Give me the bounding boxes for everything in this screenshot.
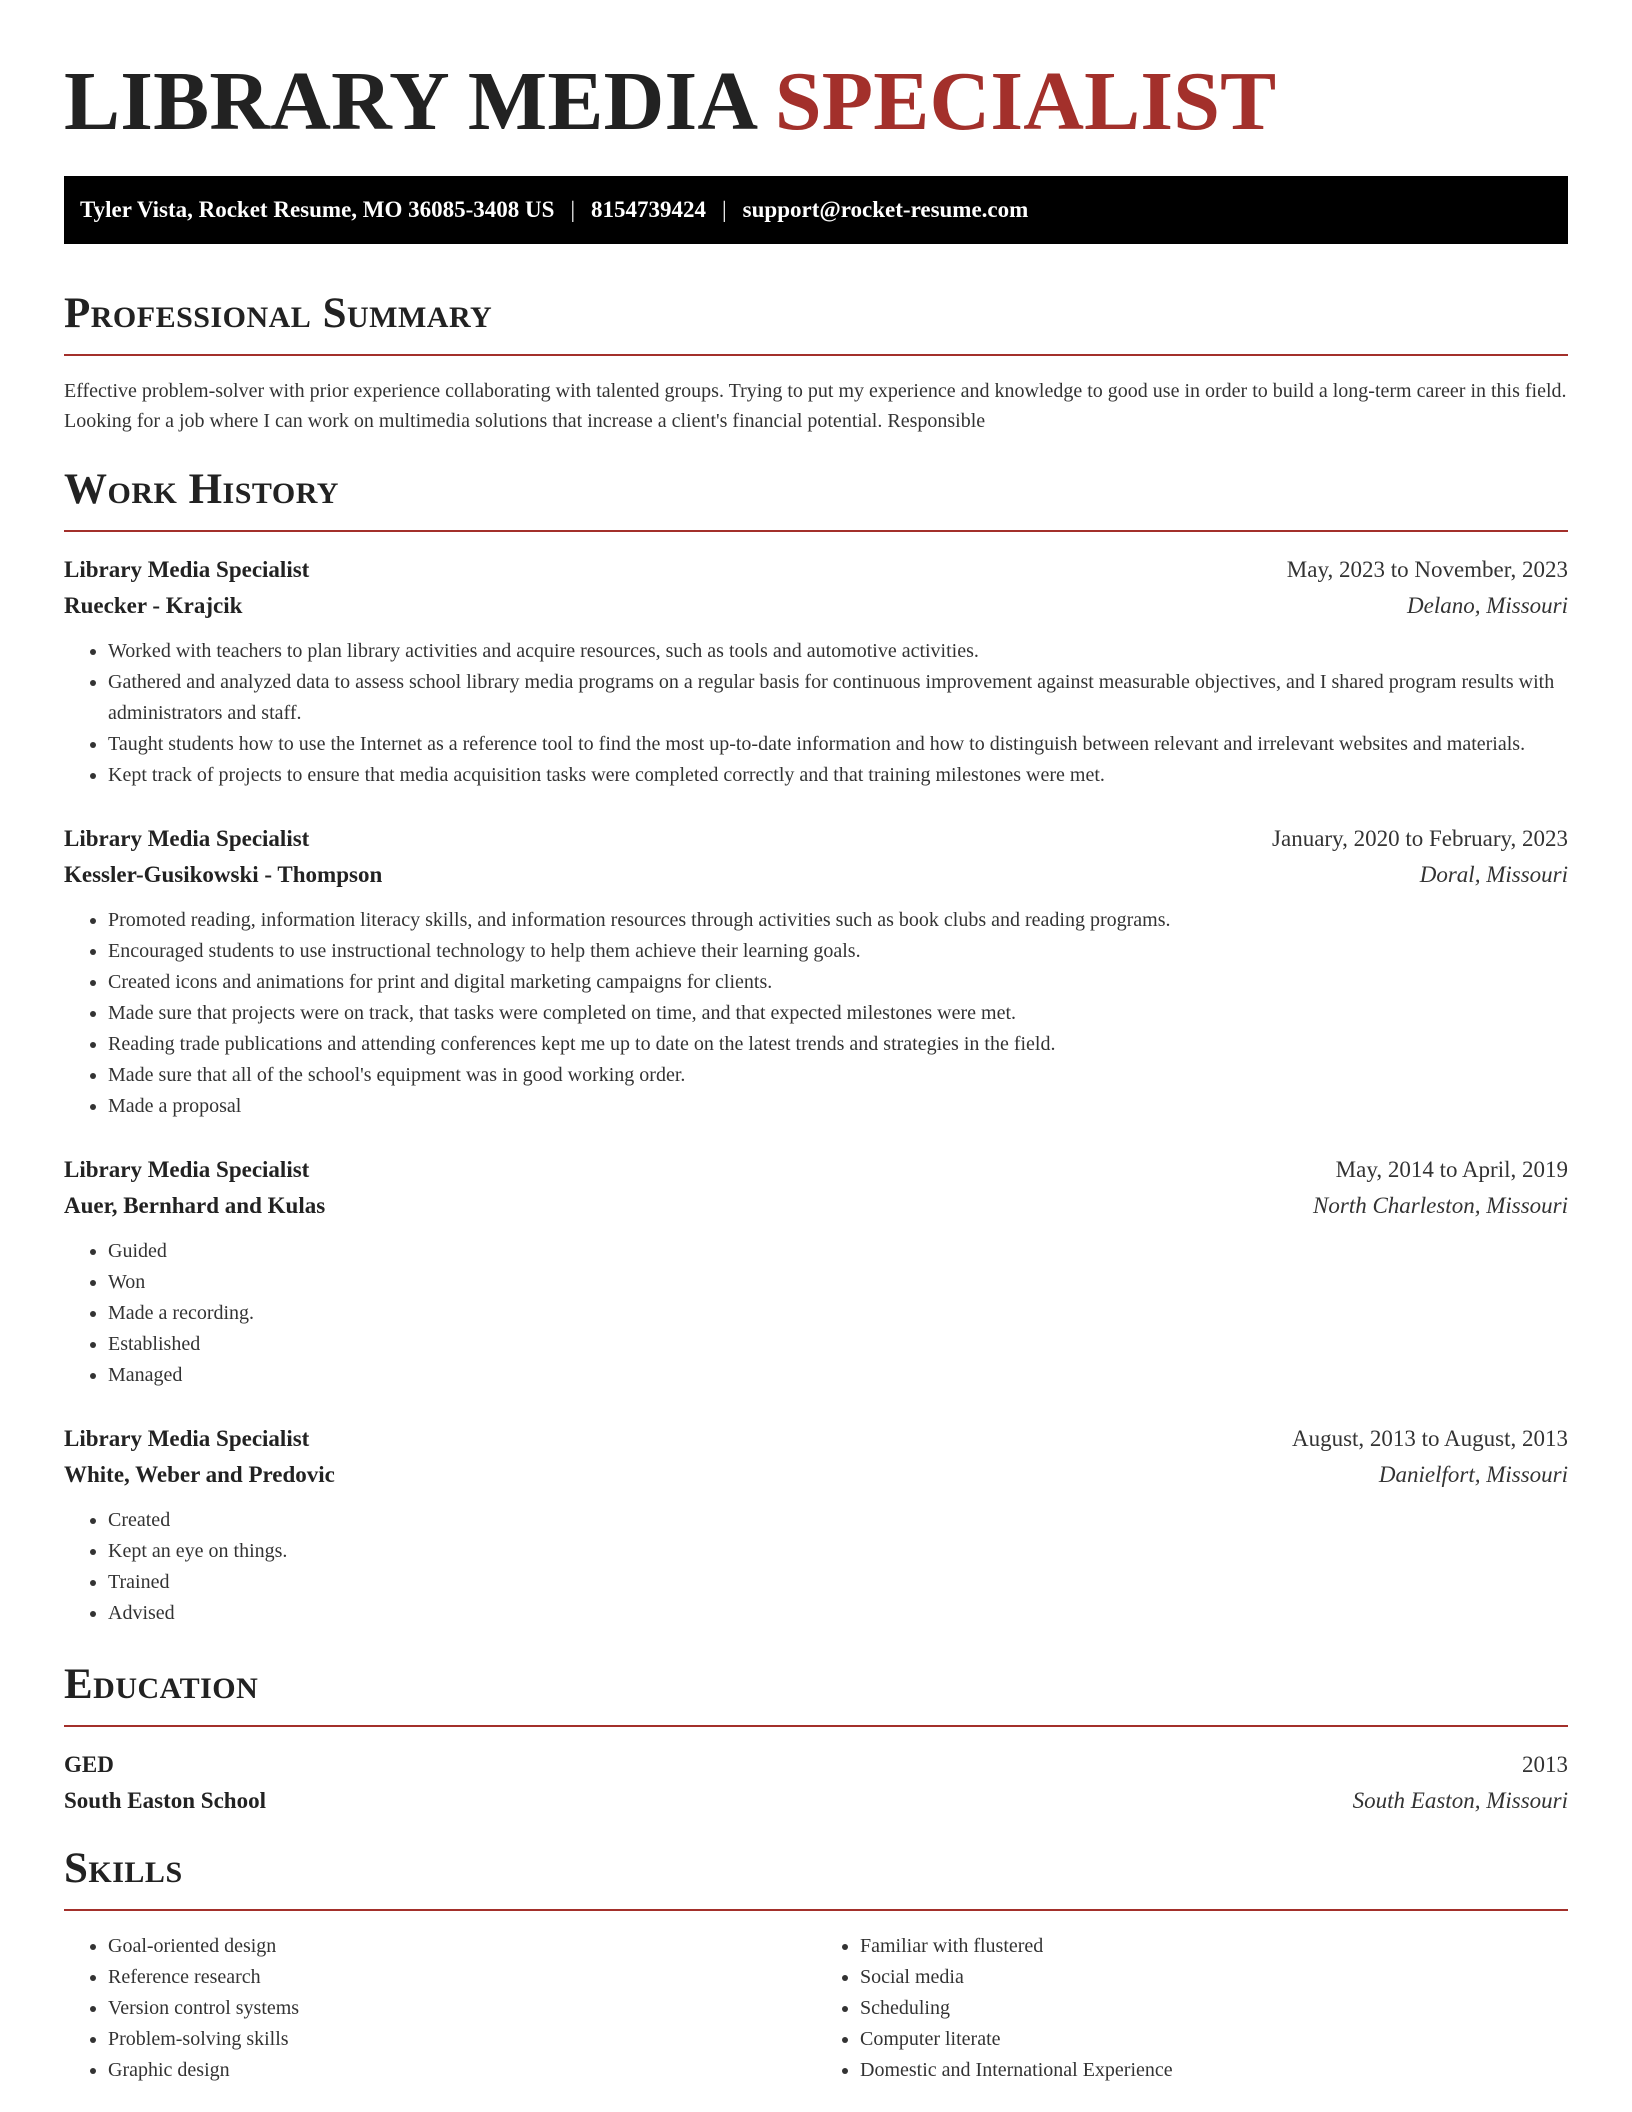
list-item: • Guided (108, 1236, 1568, 1267)
education-section (64, 1659, 1568, 1819)
education-degree: GED (64, 1752, 114, 1777)
section-divider (64, 354, 1568, 356)
job-entry (64, 1152, 1568, 1391)
list-item: • Familiar with flustered (860, 1931, 1568, 1962)
job-title: Library Media Specialist (64, 557, 310, 582)
skills-heading: Skills (64, 1845, 183, 1892)
contact-bar (64, 176, 1568, 244)
skills-column-right (816, 1931, 1568, 2086)
list-item: • Problem-solving skills (108, 2024, 816, 2055)
list-item: • Encouraged students to use instructional technology to help them achieve their learning goals. (108, 936, 1568, 967)
education-year: 2013 (1522, 1752, 1568, 1777)
job-dates: May, 2014 to April, 2019 (1335, 1157, 1568, 1182)
job-company: Ruecker - Krajcik (64, 593, 243, 618)
job-location: Danielfort, Missouri (1378, 1462, 1568, 1487)
job-dates: August, 2013 to August, 2013 (1291, 1426, 1568, 1451)
list-item: • Gathered and analyzed data to assess school library media programs on a regular basis for continuous improvement against measurable objectives, and I shared program results with administrators and staff. (108, 667, 1568, 729)
list-item: • Kept track of projects to ensure that media acquisition tasks were completed correctly and that training milestones were met. (108, 760, 1568, 791)
job-duties (64, 1505, 1568, 1629)
list-item: • Domestic and International Experience (860, 2055, 1568, 2086)
job-location: Doral, Missouri (1419, 862, 1568, 887)
job-duties (64, 1236, 1568, 1391)
education-heading: Education (64, 1661, 259, 1708)
title-main: LIBRARY MEDIA (64, 55, 754, 148)
job-company: White, Weber and Predovic (64, 1462, 335, 1487)
section-divider (64, 1909, 1568, 1911)
skills-list (64, 1931, 816, 2086)
list-item: • Created (108, 1505, 1568, 1536)
list-item: • Made a recording. (108, 1298, 1568, 1329)
list-item: • Managed (108, 1360, 1568, 1391)
job-company: Kessler-Gusikowski - Thompson (64, 862, 383, 887)
title-accent: SPECIALIST (774, 55, 1277, 148)
contact-phone: 8154739424 (591, 197, 707, 222)
list-item: • Graphic design (108, 2055, 816, 2086)
section-divider (64, 1725, 1568, 1727)
contact-address: Tyler Vista, Rocket Resume, MO 36085-3408 US (80, 197, 555, 222)
list-item: • Trained (108, 1567, 1568, 1598)
list-item: • Made sure that all of the school's equipment was in good working order. (108, 1060, 1568, 1091)
job-dates: January, 2020 to February, 2023 (1272, 826, 1568, 851)
list-item: • Worked with teachers to plan library activities and acquire resources, such as tools and automotive activities. (108, 636, 1568, 667)
contact-separator: | (722, 197, 727, 222)
summary-heading: Professional Summary (64, 290, 493, 337)
summary-section (64, 288, 1568, 436)
list-item: • Made a proposal (108, 1091, 1568, 1122)
job-duties (64, 636, 1568, 791)
job-dates: May, 2023 to November, 2023 (1286, 557, 1568, 582)
list-item: • Computer literate (860, 2024, 1568, 2055)
list-item: • Promoted reading, information literacy skills, and information resources through activities such as book clubs and reading programs. (108, 905, 1568, 936)
job-duties (64, 905, 1568, 1122)
work-history-section (64, 464, 1568, 1629)
job-location: Delano, Missouri (1407, 593, 1568, 618)
list-item: • Reading trade publications and attending conferences kept me up to date on the latest trends and strategies in the field. (108, 1029, 1568, 1060)
skills-column-left (64, 1931, 816, 2086)
contact-email: support@rocket-resume.com (742, 197, 1029, 222)
summary-text: Effective problem-solver with prior experience collaborating with talented groups. Trying to put my experience and knowledge to good use in order to build a long-term career in this field. Looking for a job where I can work on multimedia solutions that increase a client's financial potential. Responsible (64, 380, 1567, 432)
list-item: • Created icons and animations for print and digital marketing campaigns for clients. (108, 967, 1568, 998)
skills-grid (64, 1931, 1568, 2086)
list-item: • Advised (108, 1598, 1568, 1629)
job-company: Auer, Bernhard and Kulas (64, 1193, 326, 1218)
section-divider (64, 530, 1568, 532)
page-title (64, 56, 1568, 148)
list-item: • Reference research (108, 1962, 816, 1993)
list-item: • Social media (860, 1962, 1568, 1993)
list-item: • Taught students how to use the Internet as a reference tool to find the most up-to-date information and how to distinguish between relevant and irrelevant websites and materials. (108, 729, 1568, 760)
list-item: • Established (108, 1329, 1568, 1360)
skills-list (816, 1931, 1568, 2086)
job-title: Library Media Specialist (64, 1157, 310, 1182)
list-item: • Kept an eye on things. (108, 1536, 1568, 1567)
work-history-heading: Work History (64, 466, 339, 513)
job-entry (64, 552, 1568, 791)
job-entry (64, 1421, 1568, 1629)
job-title: Library Media Specialist (64, 826, 310, 851)
list-item: • Goal-oriented design (108, 1931, 816, 1962)
job-title: Library Media Specialist (64, 1426, 310, 1451)
skills-section (64, 1843, 1568, 2086)
job-location: North Charleston, Missouri (1313, 1193, 1568, 1218)
job-entry (64, 821, 1568, 1122)
list-item: • Version control systems (108, 1993, 816, 2024)
list-item: • Scheduling (860, 1993, 1568, 2024)
list-item: • Won (108, 1267, 1568, 1298)
contact-separator: | (570, 197, 576, 222)
education-school: South Easton School (64, 1788, 266, 1813)
list-item: • Made sure that projects were on track, that tasks were completed on time, and that expected milestones were met. (108, 998, 1568, 1029)
education-location: South Easton, Missouri (1352, 1788, 1568, 1813)
